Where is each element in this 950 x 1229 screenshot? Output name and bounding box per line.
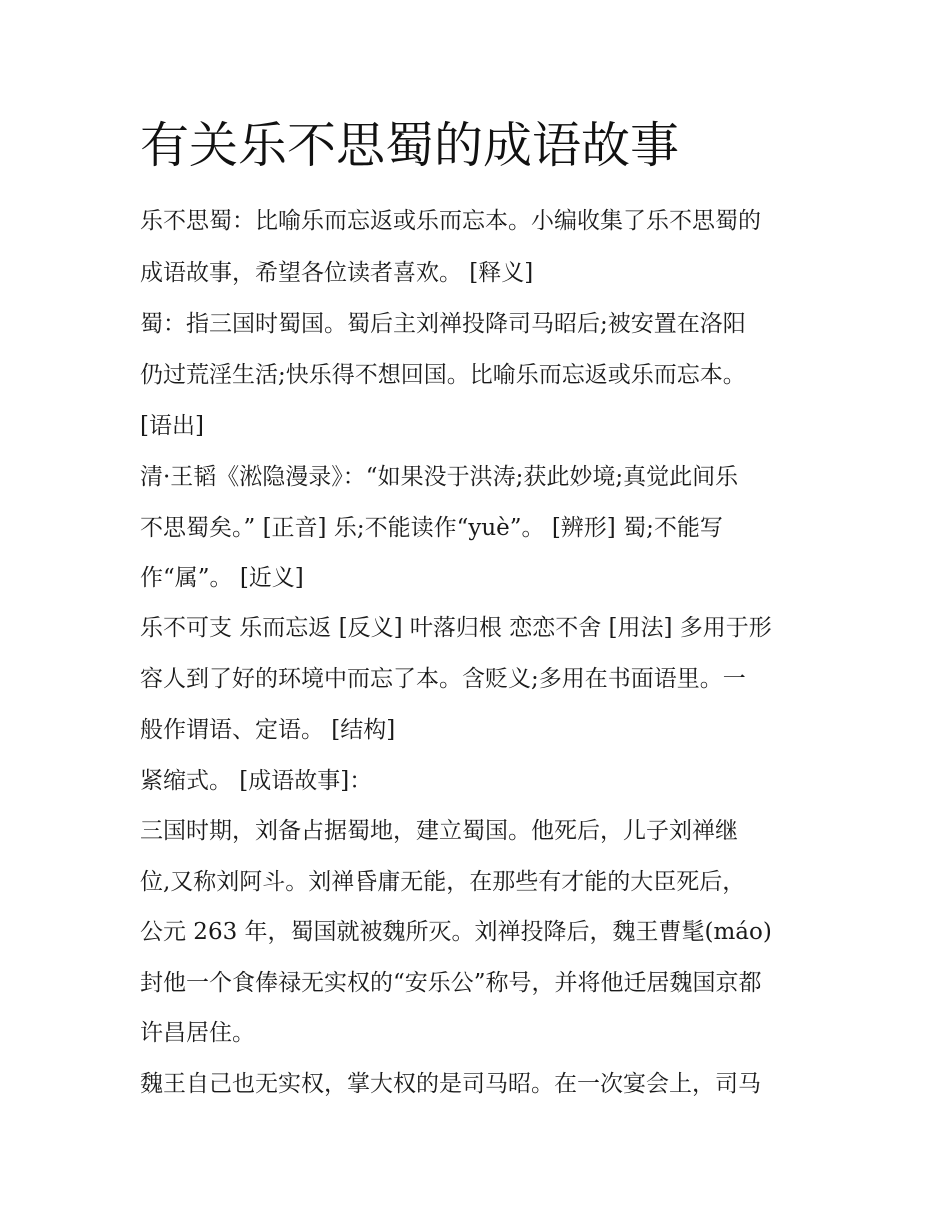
paragraph-line: 公元 263 年，蜀国就被魏所灭。刘禅投降后，魏王曹髦(máo) [140,919,772,945]
paragraph-line: 清·王韬《淞隐漫录》：“如果没于洪涛;获此妙境;真觉此间乐 [140,464,739,490]
paragraph-line: 许昌居住。 [140,1020,255,1046]
paragraph-line: 般作谓语、定语。 [结构] [140,717,396,743]
paragraph-line: 三国时期，刘备占据蜀地，建立蜀国。他死后，儿子刘禅继 [140,818,738,844]
paragraph-line: 乐不思蜀：比喻乐而忘返或乐而忘本。小编收集了乐不思蜀的 [140,208,761,234]
paragraph-line: 位,又称刘阿斗。刘禅昏庸无能，在那些有才能的大臣死后， [140,869,746,895]
paragraph-line: [语出] [140,413,204,439]
paragraph-line: 作“属”。 [近义] [140,565,304,591]
paragraph-line: 乐不可支 乐而忘返 [反义] 叶落归根 恋恋不舍 [用法] 多用于形 [140,615,772,641]
paragraph-line: 成语故事，希望各位读者喜欢。 [释义] [140,260,534,286]
paragraph-line: 魏王自己也无实权，掌大权的是司马昭。在一次宴会上，司马 [140,1071,761,1097]
document-title: 有关乐不思蜀的成语故事 [140,117,680,174]
paragraph-line: 紧缩式。 [成语故事]： [140,768,373,794]
paragraph-line: 不思蜀矣。” [正音] 乐;不能读作“yuè”。 [辨形] 蜀;不能写 [140,515,723,541]
paragraph-line: 蜀：指三国时蜀国。蜀后主刘禅投降司马昭后;被安置在洛阳 [140,311,746,337]
paragraph-line: 容人到了好的环境中而忘了本。含贬义;多用在书面语里。一 [140,666,746,692]
paragraph-line: 仍过荒淫生活;快乐得不想回国。比喻乐而忘返或乐而忘本。 [140,362,746,388]
paragraph-line: 封他一个食俸禄无实权的“安乐公”称号，并将他迁居魏国京都 [140,970,762,996]
